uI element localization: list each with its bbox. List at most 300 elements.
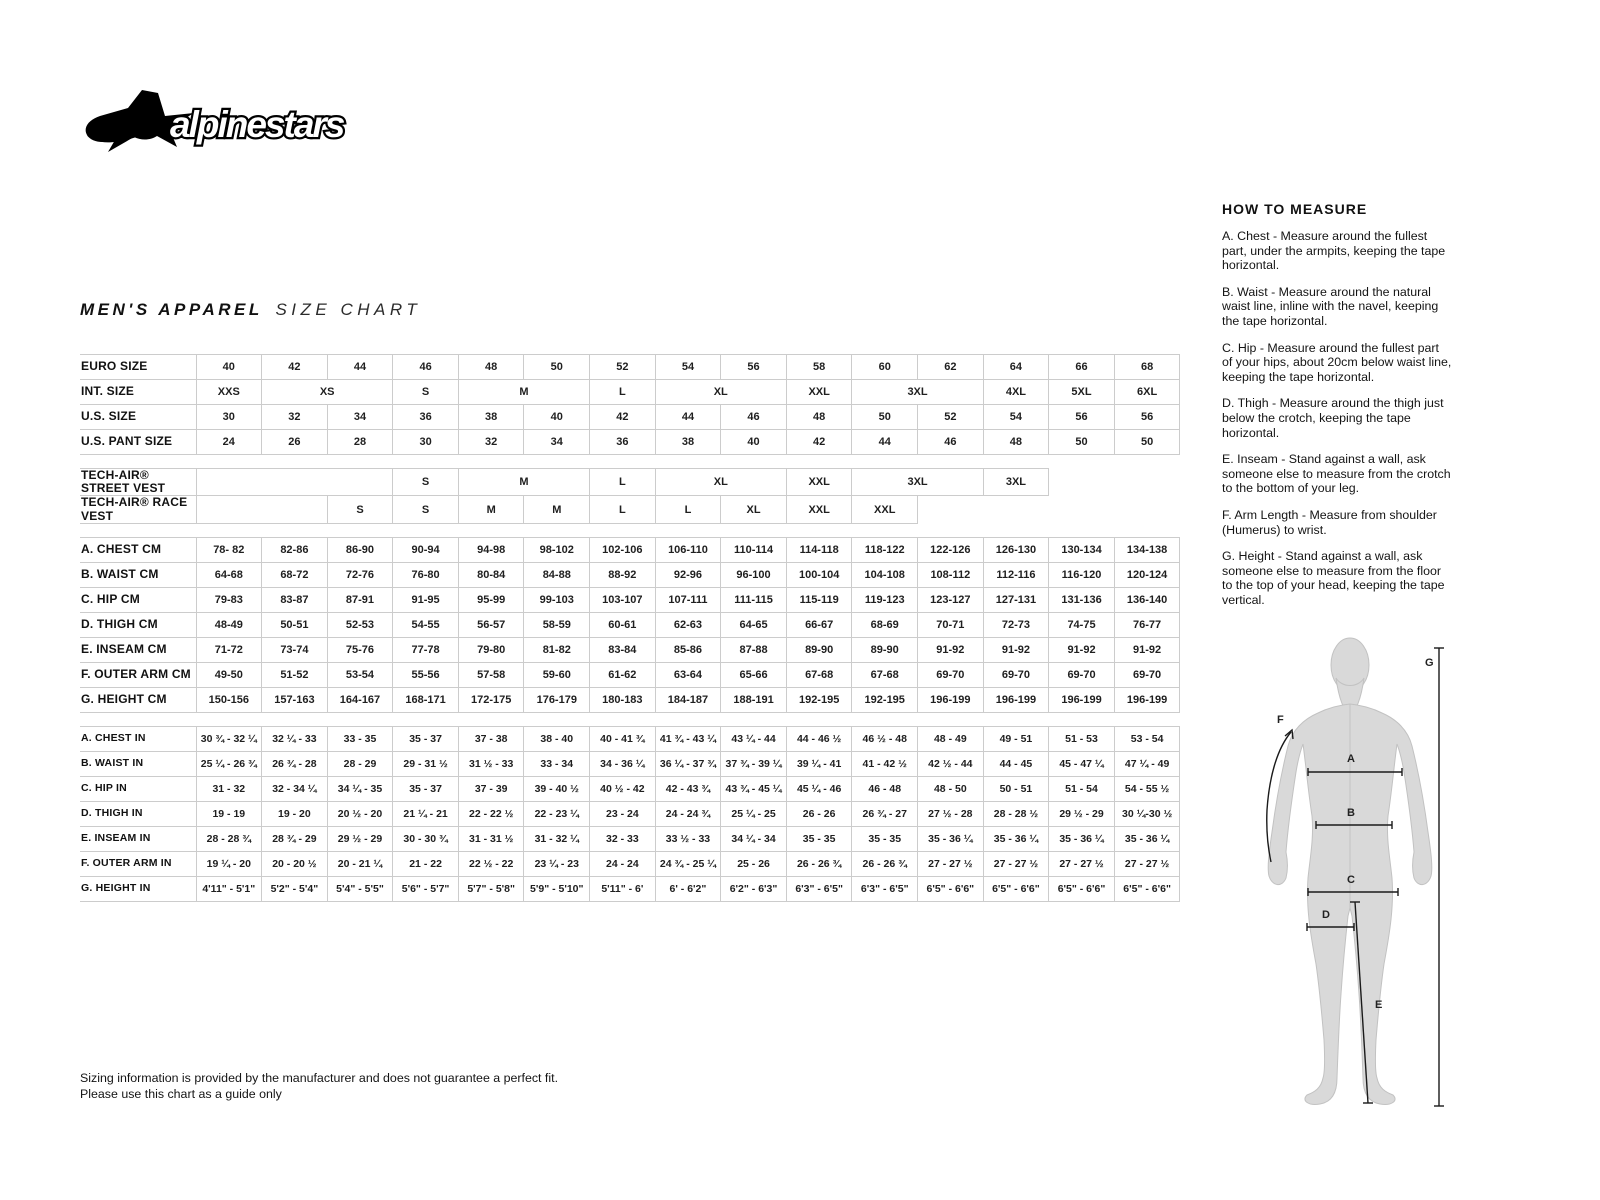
value-cell: 77-78: [393, 637, 459, 662]
value-cell: XXL: [786, 469, 852, 496]
value-cell: 48 - 50: [918, 776, 984, 801]
value-cell: 64-65: [721, 612, 787, 637]
value-cell: 60-61: [590, 612, 656, 637]
value-cell: 176-179: [524, 687, 590, 712]
value-cell: 44: [655, 405, 721, 430]
value-cell: 164-167: [327, 687, 393, 712]
value-cell: 40: [721, 430, 787, 455]
value-cell: 184-187: [655, 687, 721, 712]
value-cell: 111-115: [721, 587, 787, 612]
value-cell: 108-112: [918, 562, 984, 587]
table-row: [80, 380, 1180, 405]
value-cell: 49-50: [196, 662, 262, 687]
value-cell: 35 - 37: [393, 726, 459, 751]
value-cell: 28 - 28 ¾: [196, 826, 262, 851]
value-cell: 122-126: [918, 537, 984, 562]
value-cell: 172-175: [458, 687, 524, 712]
value-cell: [918, 496, 984, 523]
value-cell: 35 - 36 ¼: [918, 826, 984, 851]
value-cell: 41 - 42 ½: [852, 751, 918, 776]
value-cell: 79-80: [458, 637, 524, 662]
value-cell: 134-138: [1114, 537, 1180, 562]
value-cell: 66: [1049, 355, 1115, 380]
value-cell: 50 - 51: [983, 776, 1049, 801]
value-cell: 48 - 49: [918, 726, 984, 751]
value-cell: 42: [590, 405, 656, 430]
value-cell: 5'4" - 5'5": [327, 876, 393, 901]
value-cell: 6'5" - 6'6": [1049, 876, 1115, 901]
value-cell: 69-70: [983, 662, 1049, 687]
value-cell: 33 - 35: [327, 726, 393, 751]
value-cell: 33 ½ - 33: [655, 826, 721, 851]
table-row: [80, 851, 1180, 876]
value-cell: XXL: [786, 496, 852, 523]
value-cell: 44: [327, 355, 393, 380]
value-cell: 67-68: [852, 662, 918, 687]
value-cell: 37 - 39: [458, 776, 524, 801]
value-cell: L: [590, 469, 656, 496]
value-cell: 188-191: [721, 687, 787, 712]
value-cell: XS: [262, 380, 393, 405]
value-cell: 116-120: [1049, 562, 1115, 587]
value-cell: 52-53: [327, 612, 393, 637]
value-cell: 72-73: [983, 612, 1049, 637]
how-to-measure-item: D. Thigh - Measure around the thigh just below the crotch, keeping the tape horizontal.: [1222, 396, 1444, 440]
value-cell: 56: [1049, 405, 1115, 430]
value-cell: 36: [393, 405, 459, 430]
value-cell: 80-84: [458, 562, 524, 587]
value-cell: 6'5" - 6'6": [983, 876, 1049, 901]
row-label: F. OUTER ARM CM: [80, 662, 196, 687]
value-cell: 54: [983, 405, 1049, 430]
measurements-in-table: [80, 726, 1180, 902]
row-label: B. WAIST IN: [80, 751, 196, 776]
value-cell: 30 ¾ - 32 ¼: [196, 726, 262, 751]
row-label: G. HEIGHT IN: [80, 876, 196, 901]
value-cell: 22 ½ - 22: [458, 851, 524, 876]
how-to-measure-section: [1222, 201, 1452, 607]
value-cell: 27 ½ - 28: [918, 801, 984, 826]
value-cell: 39 - 40 ½: [524, 776, 590, 801]
value-cell: 106-110: [655, 537, 721, 562]
value-cell: [262, 496, 328, 523]
alpinestars-logo: [82, 80, 362, 164]
value-cell: 21 - 22: [393, 851, 459, 876]
value-cell: 82-86: [262, 537, 328, 562]
value-cell: [983, 496, 1049, 523]
value-cell: 4'11" - 5'1": [196, 876, 262, 901]
table-row: [80, 801, 1180, 826]
value-cell: 44 - 45: [983, 751, 1049, 776]
value-cell: 127-131: [983, 587, 1049, 612]
value-cell: 34 - 36 ¼: [590, 751, 656, 776]
value-cell: 44: [852, 430, 918, 455]
value-cell: 91-95: [393, 587, 459, 612]
value-cell: 92-96: [655, 562, 721, 587]
value-cell: 21 ¼ - 21: [393, 801, 459, 826]
value-cell: 50-51: [262, 612, 328, 637]
value-cell: 30: [393, 430, 459, 455]
value-cell: 39 ¼ - 41: [786, 751, 852, 776]
value-cell: 46: [918, 430, 984, 455]
value-cell: 70-71: [918, 612, 984, 637]
row-label: C. HIP CM: [80, 587, 196, 612]
value-cell: 86-90: [327, 537, 393, 562]
value-cell: 87-88: [721, 637, 787, 662]
table-row: [80, 355, 1180, 380]
value-cell: 42: [786, 430, 852, 455]
value-cell: 34 ¼ - 34: [721, 826, 787, 851]
row-label: E. INSEAM IN: [80, 826, 196, 851]
value-cell: 5'7" - 5'8": [458, 876, 524, 901]
value-cell: 192-195: [852, 687, 918, 712]
value-cell: 30 ¼-30 ½: [1114, 801, 1180, 826]
value-cell: 26 - 26 ¾: [852, 851, 918, 876]
row-label: TECH-AIR® RACE VEST: [80, 496, 196, 523]
value-cell: [1114, 469, 1180, 496]
table-row: [80, 776, 1180, 801]
value-cell: 99-103: [524, 587, 590, 612]
value-cell: 4XL: [983, 380, 1049, 405]
value-cell: 29 ½ - 29: [327, 826, 393, 851]
value-cell: 54-55: [393, 612, 459, 637]
row-label: INT. SIZE: [80, 380, 196, 405]
value-cell: 69-70: [918, 662, 984, 687]
value-cell: 6'5" - 6'6": [918, 876, 984, 901]
measurement-diagram: [1228, 620, 1452, 1120]
value-cell: 19 - 19: [196, 801, 262, 826]
value-cell: 27 - 27 ½: [1114, 851, 1180, 876]
value-cell: 56-57: [458, 612, 524, 637]
value-cell: 40 - 41 ¾: [590, 726, 656, 751]
value-cell: M: [458, 380, 589, 405]
value-cell: XL: [655, 380, 786, 405]
row-label: D. THIGH CM: [80, 612, 196, 637]
table-row: [80, 662, 1180, 687]
value-cell: 56: [1114, 405, 1180, 430]
value-cell: 6'3" - 6'5": [786, 876, 852, 901]
value-cell: 96-100: [721, 562, 787, 587]
page-title-sub: SIZE CHART: [275, 300, 422, 319]
value-cell: XXL: [852, 496, 918, 523]
value-cell: 150-156: [196, 687, 262, 712]
value-cell: S: [327, 496, 393, 523]
table-row: [80, 876, 1180, 901]
value-cell: 107-111: [655, 587, 721, 612]
row-label: F. OUTER ARM IN: [80, 851, 196, 876]
value-cell: 35 - 35: [786, 826, 852, 851]
value-cell: XXL: [786, 380, 852, 405]
value-cell: 6'2" - 6'3": [721, 876, 787, 901]
value-cell: 91-92: [918, 637, 984, 662]
alpinestars-star-icon: [82, 80, 362, 164]
how-to-measure-list: [1222, 229, 1452, 607]
value-cell: 112-116: [983, 562, 1049, 587]
value-cell: 3XL: [852, 380, 983, 405]
value-cell: 136-140: [1114, 587, 1180, 612]
value-cell: 58-59: [524, 612, 590, 637]
value-cell: S: [393, 380, 459, 405]
value-cell: 43 ¾ - 45 ¼: [721, 776, 787, 801]
value-cell: 196-199: [1114, 687, 1180, 712]
value-cell: 27 - 27 ½: [918, 851, 984, 876]
value-cell: 46: [393, 355, 459, 380]
value-cell: 75-76: [327, 637, 393, 662]
how-to-measure-item: B. Waist - Measure around the natural waist line, inline with the navel, keeping the tape horizontal.: [1222, 284, 1439, 328]
tech-air-vest-table: [80, 468, 1180, 524]
value-cell: 31 - 32 ¼: [524, 826, 590, 851]
value-cell: 19 ¼ - 20: [196, 851, 262, 876]
value-cell: 29 - 31 ½: [393, 751, 459, 776]
value-cell: 32 - 33: [590, 826, 656, 851]
svg-text:E: E: [1375, 999, 1383, 1011]
value-cell: 25 - 26: [721, 851, 787, 876]
value-cell: 38: [655, 430, 721, 455]
value-cell: 3XL: [983, 469, 1049, 496]
value-cell: 48: [786, 405, 852, 430]
value-cell: 91-92: [1114, 637, 1180, 662]
value-cell: 130-134: [1049, 537, 1115, 562]
value-cell: [1049, 496, 1115, 523]
table-row: [80, 637, 1180, 662]
value-cell: 19 - 20: [262, 801, 328, 826]
row-label: E. INSEAM CM: [80, 637, 196, 662]
value-cell: 20 - 20 ½: [262, 851, 328, 876]
value-cell: 81-82: [524, 637, 590, 662]
value-cell: 52: [590, 355, 656, 380]
value-cell: 119-123: [852, 587, 918, 612]
value-cell: 50: [1049, 430, 1115, 455]
value-cell: 37 - 38: [458, 726, 524, 751]
value-cell: XXS: [196, 380, 262, 405]
value-cell: 37 ¾ - 39 ¼: [721, 751, 787, 776]
row-label: D. THIGH IN: [80, 801, 196, 826]
table-row: [80, 469, 1180, 496]
value-cell: [196, 469, 262, 496]
value-cell: 71-72: [196, 637, 262, 662]
value-cell: 22 - 22 ½: [458, 801, 524, 826]
value-cell: 64: [983, 355, 1049, 380]
value-cell: [196, 496, 262, 523]
value-cell: 50: [852, 405, 918, 430]
value-cell: 58: [786, 355, 852, 380]
table-row: [80, 687, 1180, 712]
value-cell: 61-62: [590, 662, 656, 687]
value-cell: 91-92: [1049, 637, 1115, 662]
table-row: [80, 405, 1180, 430]
value-cell: 31 - 31 ½: [458, 826, 524, 851]
value-cell: 87-91: [327, 587, 393, 612]
value-cell: XL: [655, 469, 786, 496]
value-cell: 62: [918, 355, 984, 380]
value-cell: 27 - 27 ½: [1049, 851, 1115, 876]
value-cell: 66-67: [786, 612, 852, 637]
value-cell: 32: [458, 430, 524, 455]
row-label: A. CHEST CM: [80, 537, 196, 562]
value-cell: 157-163: [262, 687, 328, 712]
value-cell: 57-58: [458, 662, 524, 687]
value-cell: 43 ¼ - 44: [721, 726, 787, 751]
value-cell: 51 - 53: [1049, 726, 1115, 751]
sizes-table: [80, 354, 1180, 455]
value-cell: 35 - 35: [852, 826, 918, 851]
how-to-measure-item: A. Chest - Measure around the fullest part, under the armpits, keeping the tape horizontal.: [1222, 229, 1446, 273]
value-cell: 131-136: [1049, 587, 1115, 612]
value-cell: L: [590, 496, 656, 523]
value-cell: 76-77: [1114, 612, 1180, 637]
svg-text:C: C: [1347, 874, 1355, 886]
value-cell: 69-70: [1114, 662, 1180, 687]
value-cell: 102-106: [590, 537, 656, 562]
svg-text:F: F: [1277, 714, 1284, 726]
disclaimer-line-2: Please use this chart as a guide only: [80, 1087, 282, 1101]
row-label: U.S. PANT SIZE: [80, 430, 196, 455]
value-cell: 40: [196, 355, 262, 380]
value-cell: 25 ¼ - 25: [721, 801, 787, 826]
page-title: [80, 300, 421, 320]
value-cell: 196-199: [918, 687, 984, 712]
value-cell: 110-114: [721, 537, 787, 562]
value-cell: 53 - 54: [1114, 726, 1180, 751]
value-cell: 83-87: [262, 587, 328, 612]
value-cell: 26 - 26 ¾: [786, 851, 852, 876]
value-cell: 46 - 48: [852, 776, 918, 801]
value-cell: 5'11" - 6': [590, 876, 656, 901]
svg-text:D: D: [1322, 909, 1330, 921]
how-to-measure-item: E. Inseam - Stand against a wall, ask someone else to measure from the crotch to the bottom of your leg.: [1222, 452, 1451, 496]
value-cell: 42: [262, 355, 328, 380]
value-cell: 42 - 43 ¾: [655, 776, 721, 801]
value-cell: 53-54: [327, 662, 393, 687]
svg-text:A: A: [1347, 753, 1355, 765]
value-cell: 89-90: [786, 637, 852, 662]
value-cell: 31 ½ - 33: [458, 751, 524, 776]
value-cell: 5'2" - 5'4": [262, 876, 328, 901]
body-silhouette: [1268, 638, 1432, 1104]
value-cell: 118-122: [852, 537, 918, 562]
value-cell: 74-75: [1049, 612, 1115, 637]
value-cell: 38: [458, 405, 524, 430]
how-to-measure-heading: HOW TO MEASURE: [1222, 201, 1368, 217]
value-cell: 52: [918, 405, 984, 430]
value-cell: 196-199: [1049, 687, 1115, 712]
value-cell: 89-90: [852, 637, 918, 662]
row-label: G. HEIGHT CM: [80, 687, 196, 712]
row-label: EURO SIZE: [80, 355, 196, 380]
value-cell: 26 - 26: [786, 801, 852, 826]
value-cell: 54 - 55 ½: [1114, 776, 1180, 801]
value-cell: 100-104: [786, 562, 852, 587]
value-cell: 36: [590, 430, 656, 455]
value-cell: 35 - 36 ¼: [1049, 826, 1115, 851]
value-cell: 68: [1114, 355, 1180, 380]
value-cell: 24 - 24: [590, 851, 656, 876]
value-cell: 72-76: [327, 562, 393, 587]
value-cell: 48: [458, 355, 524, 380]
row-label: TECH-AIR® STREET VEST: [80, 469, 196, 496]
value-cell: 79-83: [196, 587, 262, 612]
page-title-main: MEN'S APPAREL: [80, 300, 263, 319]
value-cell: 30: [196, 405, 262, 430]
value-cell: 32: [262, 405, 328, 430]
value-cell: 192-195: [786, 687, 852, 712]
measurements-cm-table: [80, 537, 1180, 713]
how-to-measure-item: C. Hip - Measure around the fullest part of your hips, about 20cm below waist line, keeping the tape horizontal.: [1222, 340, 1452, 384]
value-cell: 49 - 51: [983, 726, 1049, 751]
value-cell: 6'5" - 6'6": [1114, 876, 1180, 901]
table-row: [80, 826, 1180, 851]
value-cell: 5'9" - 5'10": [524, 876, 590, 901]
value-cell: 51 - 54: [1049, 776, 1115, 801]
value-cell: 24 - 24 ¾: [655, 801, 721, 826]
value-cell: [1114, 496, 1180, 523]
value-cell: 6'3" - 6'5": [852, 876, 918, 901]
value-cell: 44 - 46 ½: [786, 726, 852, 751]
value-cell: 34 ¼ - 35: [327, 776, 393, 801]
value-cell: 55-56: [393, 662, 459, 687]
value-cell: 120-124: [1114, 562, 1180, 587]
value-cell: 95-99: [458, 587, 524, 612]
value-cell: 88-92: [590, 562, 656, 587]
size-chart-tables: [80, 354, 1180, 902]
value-cell: 45 - 47 ¼: [1049, 751, 1115, 776]
value-cell: 25 ¼ - 26 ¾: [196, 751, 262, 776]
table-row: [80, 587, 1180, 612]
value-cell: S: [393, 469, 459, 496]
value-cell: 68-69: [852, 612, 918, 637]
value-cell: 68-72: [262, 562, 328, 587]
value-cell: 73-74: [262, 637, 328, 662]
table-row: [80, 430, 1180, 455]
value-cell: 28 - 28 ½: [983, 801, 1049, 826]
value-cell: 26: [262, 430, 328, 455]
row-label: B. WAIST CM: [80, 562, 196, 587]
value-cell: 40 ½ - 42: [590, 776, 656, 801]
value-cell: 6' - 6'2": [655, 876, 721, 901]
value-cell: 20 - 21 ¼: [327, 851, 393, 876]
value-cell: 28 ¾ - 29: [262, 826, 328, 851]
value-cell: 26 ¾ - 28: [262, 751, 328, 776]
table-row: [80, 537, 1180, 562]
value-cell: 91-92: [983, 637, 1049, 662]
value-cell: [262, 469, 393, 496]
value-cell: 114-118: [786, 537, 852, 562]
value-cell: 115-119: [786, 587, 852, 612]
value-cell: 123-127: [918, 587, 984, 612]
row-label: C. HIP IN: [80, 776, 196, 801]
value-cell: 20 ½ - 20: [327, 801, 393, 826]
value-cell: 23 ¼ - 23: [524, 851, 590, 876]
value-cell: 3XL: [852, 469, 983, 496]
value-cell: 35 - 36 ¼: [1114, 826, 1180, 851]
value-cell: 104-108: [852, 562, 918, 587]
logo-wordmark: alpinestars: [170, 104, 344, 145]
table-row: [80, 726, 1180, 751]
value-cell: 41 ¾ - 43 ¼: [655, 726, 721, 751]
value-cell: 27 - 27 ½: [983, 851, 1049, 876]
disclaimer: [80, 1070, 558, 1102]
value-cell: 5XL: [1049, 380, 1115, 405]
value-cell: 48: [983, 430, 1049, 455]
svg-text:G: G: [1425, 657, 1434, 669]
value-cell: L: [655, 496, 721, 523]
value-cell: 22 - 23 ¼: [524, 801, 590, 826]
value-cell: 126-130: [983, 537, 1049, 562]
value-cell: 67-68: [786, 662, 852, 687]
value-cell: 98-102: [524, 537, 590, 562]
value-cell: 28: [327, 430, 393, 455]
value-cell: L: [590, 380, 656, 405]
